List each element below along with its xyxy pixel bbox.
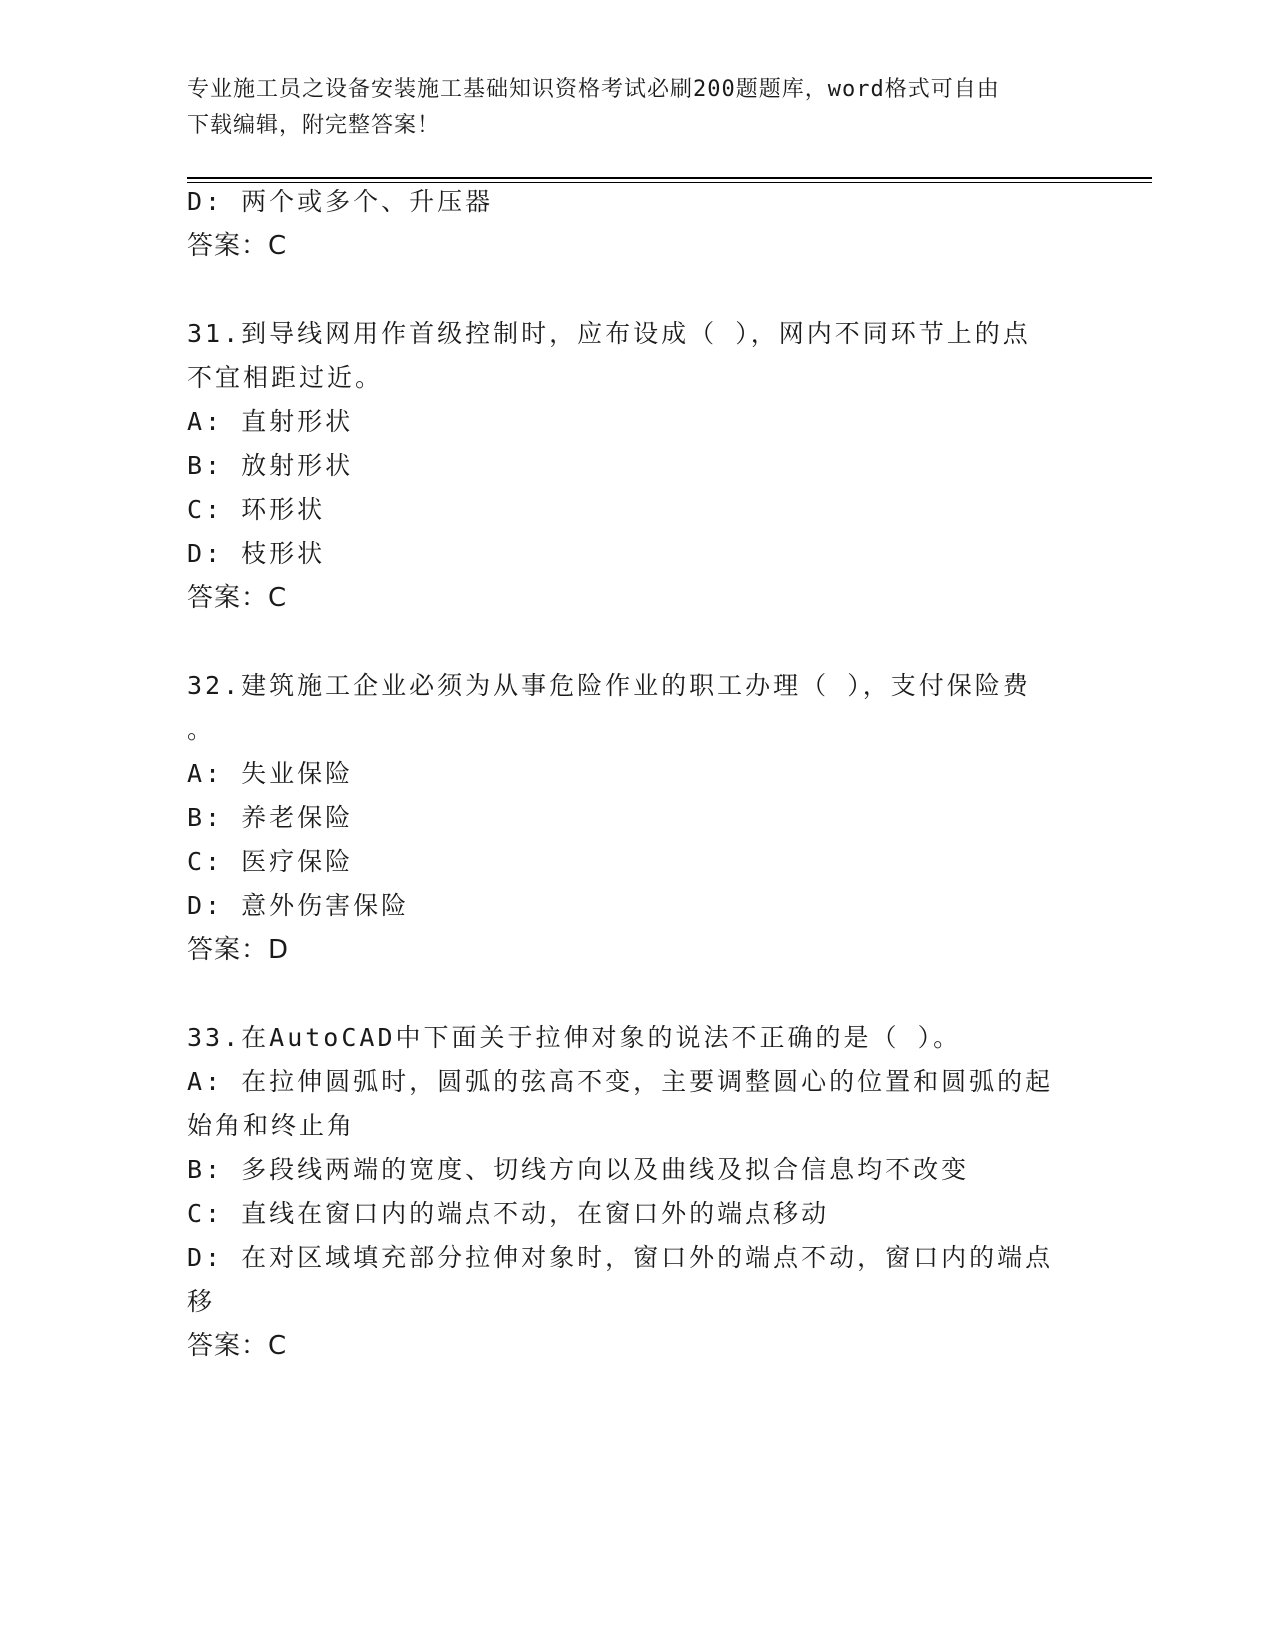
q31-option-d: D: 枝形状 bbox=[187, 539, 326, 568]
q32-answer: 答案：D bbox=[187, 935, 290, 965]
q31-option-c: C: 环形状 bbox=[187, 495, 326, 524]
header-line-1: 专业施工员之设备安装施工基础知识资格考试必刷200题题库，word格式可自由 bbox=[187, 77, 1000, 102]
q32-stem-line-2: 。 bbox=[187, 715, 216, 744]
q33-option-b: B: 多段线两端的宽度、切线方向以及曲线及拟合信息均不改变 bbox=[187, 1155, 970, 1184]
header-line-2: 下载编辑，附完整答案！ bbox=[187, 113, 441, 138]
q33-answer: 答案：C bbox=[187, 1331, 288, 1361]
prev-answer: 答案：C bbox=[187, 231, 288, 261]
header-divider bbox=[187, 177, 1152, 183]
q31-stem-line-2: 不宜相距过近。 bbox=[187, 363, 384, 392]
q33-option-d-line-2: 移 bbox=[187, 1287, 216, 1316]
q32-stem-line-1: 32.建筑施工企业必须为从事危险作业的职工办理（ ），支付保险费 bbox=[187, 671, 1031, 700]
q32-option-b: B: 养老保险 bbox=[187, 803, 354, 832]
q31-option-a: A: 直射形状 bbox=[187, 407, 354, 436]
prev-option-d: D: 两个或多个、升压器 bbox=[187, 187, 494, 216]
q33-stem: 33.在AutoCAD中下面关于拉伸对象的说法不正确的是（ ）。 bbox=[187, 1023, 962, 1052]
q32-option-a: A: 失业保险 bbox=[187, 759, 354, 788]
document-header bbox=[187, 72, 1067, 144]
q31-answer: 答案：C bbox=[187, 583, 288, 613]
q33-option-a-line-1: A: 在拉伸圆弧时，圆弧的弦高不变，主要调整圆心的位置和圆弧的起 bbox=[187, 1067, 1054, 1096]
q33-option-a-line-2: 始角和终止角 bbox=[187, 1111, 356, 1140]
q33-option-c: C: 直线在窗口内的端点不动，在窗口外的端点移动 bbox=[187, 1199, 830, 1228]
q32-option-c: C: 医疗保险 bbox=[187, 847, 354, 876]
q32-option-d: D: 意外伤害保险 bbox=[187, 891, 410, 920]
q33-option-d-line-1: D: 在对区域填充部分拉伸对象时，窗口外的端点不动，窗口内的端点 bbox=[187, 1243, 1054, 1272]
q31-option-b: B: 放射形状 bbox=[187, 451, 354, 480]
q31-stem-line-1: 31.到导线网用作首级控制时，应布设成（ ），网内不同环节上的点 bbox=[187, 319, 1031, 348]
